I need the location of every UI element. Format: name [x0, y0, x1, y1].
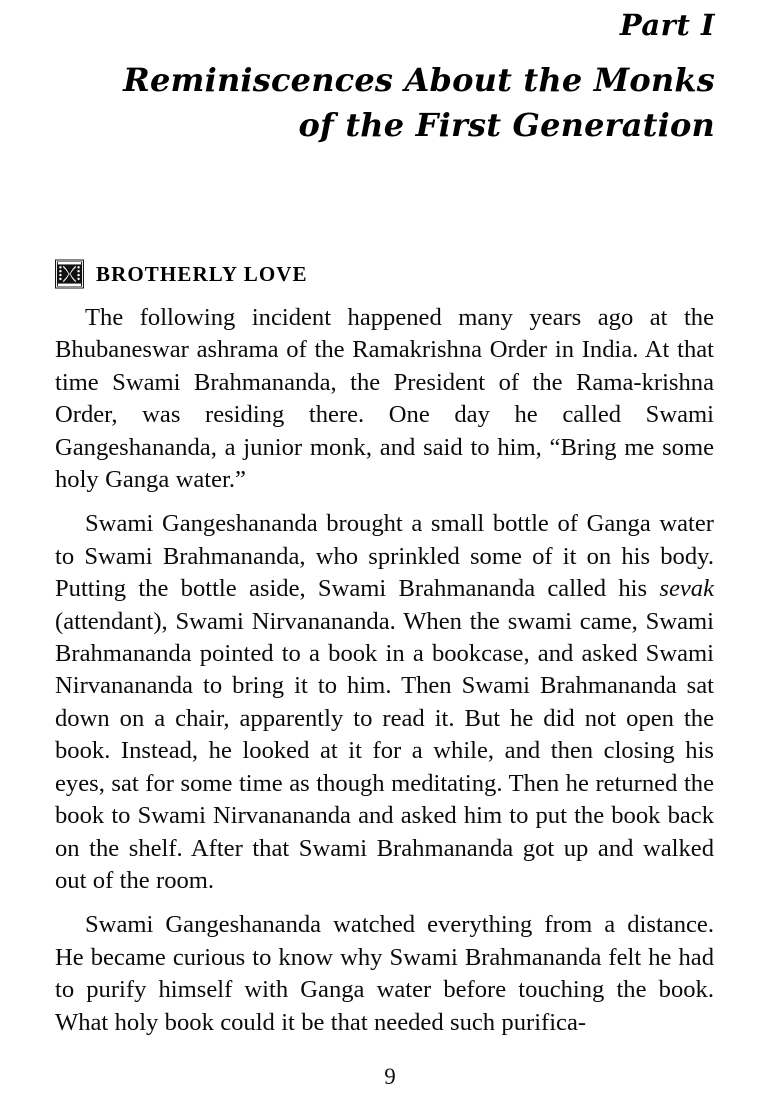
part-label: Part I [619, 8, 715, 42]
hourglass-ornament-icon [55, 259, 84, 289]
page-number: 9 [384, 1064, 396, 1089]
part-heading [55, 6, 715, 148]
paragraph-2 [55, 508, 714, 897]
paragraph-2-part-2: (attendant), Swami Nirvanananda. When the swami came, Swami Brahmananda pointed to a book in a bookcase, and asked Swami Nirvanananda to bring it to him. Then Swami Brahmananda sat down on a chair, apparently to read it. But he did not open the book. Instead, he looked at it for a while, and then closing his eyes, sat for some time as though meditating. Then he returned the book to Swami Nirvanananda and asked him to put the book back on the shelf. After that Swami Brahmananda got up and walked out of the room. [55, 607, 714, 894]
part-title-line-2: of the First Generation [298, 106, 715, 144]
section-title: BROTHERLY LOVE [96, 262, 308, 286]
paragraph-2-part-1: Swami Gangeshananda brought a small bottle of Ganga water to Swami Brahmananda, who sprinkled some of it on his body. Putting the bottle aside, Swami Brahmananda called his [55, 510, 714, 603]
part-title-line-1: Reminiscences About the Monks [123, 61, 715, 99]
paragraph-3: Swami Gangeshananda watched everything from a distance. He became curious to know why Swami Brahmananda felt he had to purify himself with Ganga water before touching the book. What holy book could it be that needed such purifica- [55, 911, 714, 1036]
part-title [55, 58, 715, 148]
section-head [55, 259, 308, 289]
paragraph-1: The following incident happened many years ago at the Bhubaneswar ashrama of the Ramakrishna Order in India. At that time Swami Brahmananda, the President of the Rama-krishna Order, was residing there. One day he called Swami Gangeshananda, a junior monk, and said to him, “Bring me some holy Ganga water.” [55, 304, 714, 494]
body-text [55, 302, 714, 1039]
paragraph-2-italic-term: sevak [659, 575, 714, 603]
